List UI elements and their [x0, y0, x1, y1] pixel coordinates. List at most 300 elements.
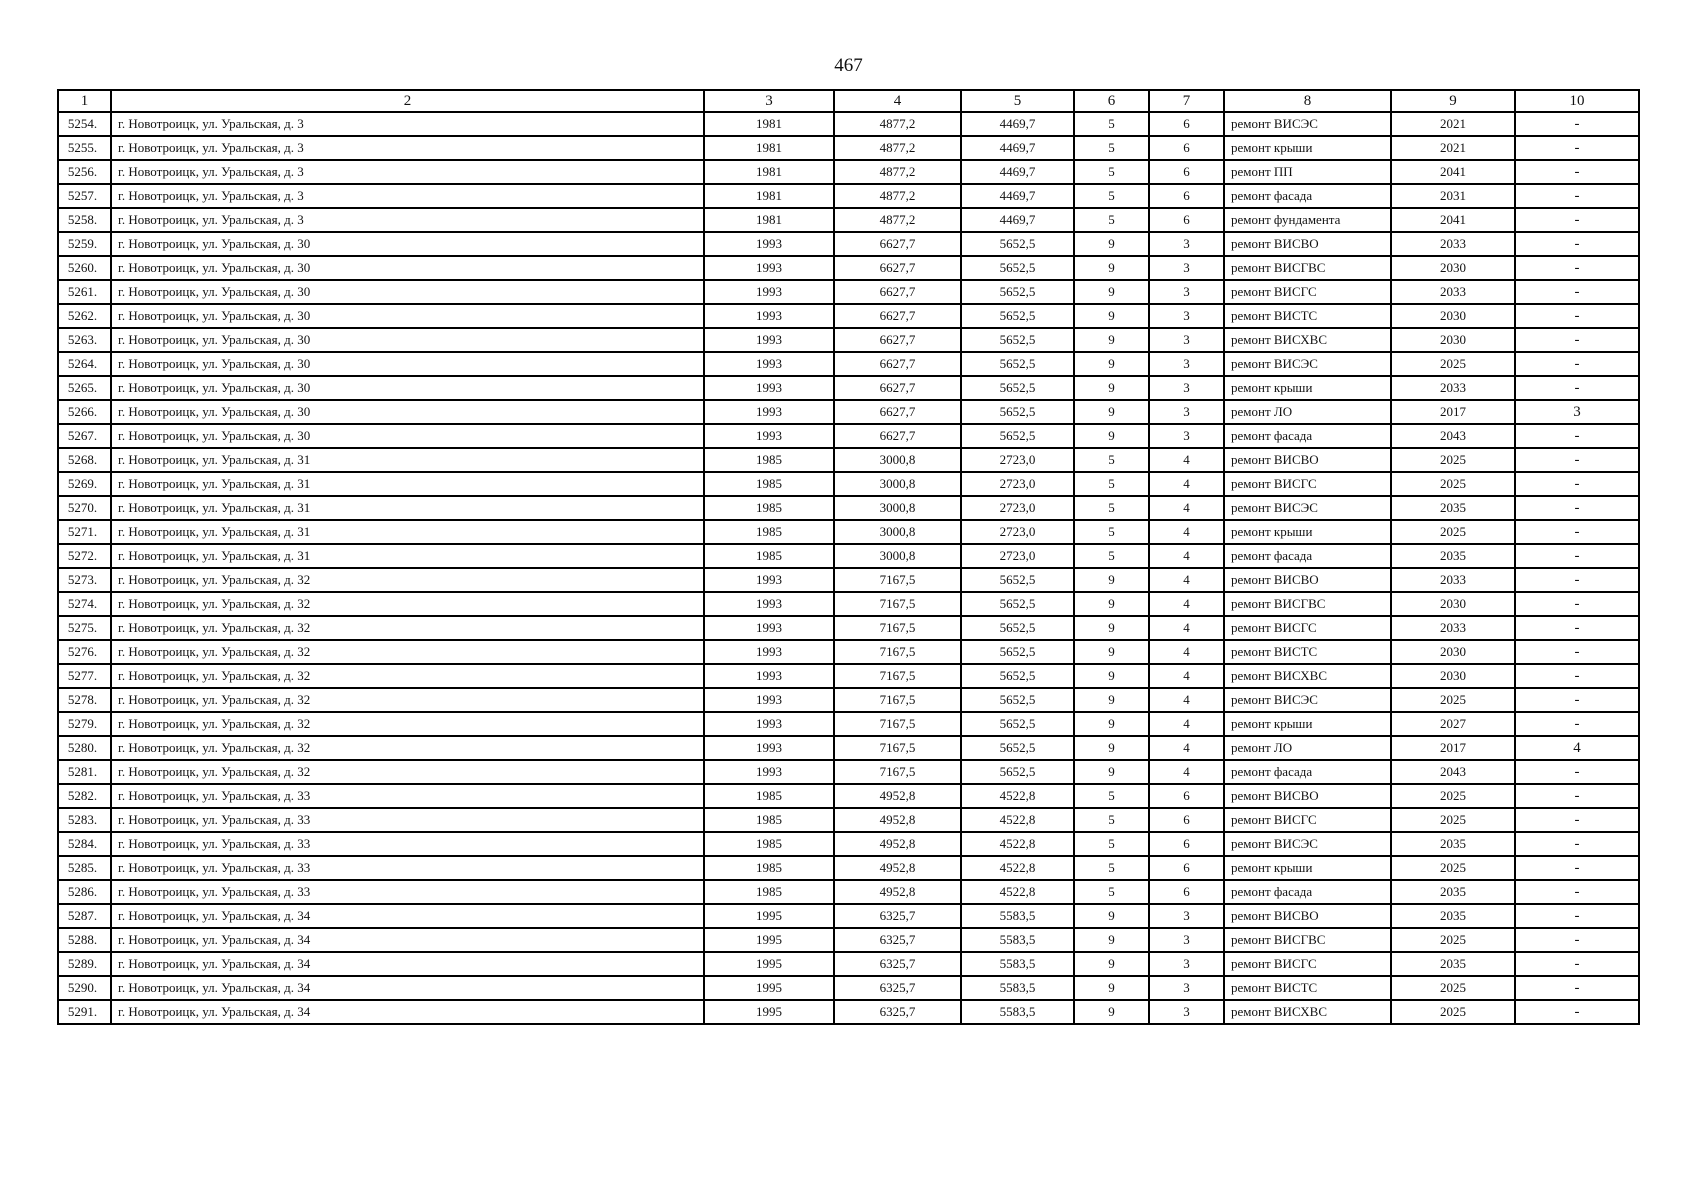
- year-cell: 1985: [704, 832, 834, 856]
- repair-year-cell: 2025: [1391, 784, 1515, 808]
- floors-cell: 9: [1074, 304, 1149, 328]
- table-row: [58, 640, 1639, 664]
- living-area-cell: 2723,0: [961, 472, 1074, 496]
- col10-cell: -: [1515, 376, 1639, 400]
- entrances-cell: 4: [1149, 760, 1224, 784]
- repair-year-cell: 2033: [1391, 568, 1515, 592]
- living-area-cell: 5652,5: [961, 280, 1074, 304]
- col10-cell: -: [1515, 184, 1639, 208]
- floors-cell: 5: [1074, 184, 1149, 208]
- repair-year-cell: 2035: [1391, 832, 1515, 856]
- table-row: [58, 424, 1639, 448]
- floors-cell: 5: [1074, 832, 1149, 856]
- year-cell: 1993: [704, 760, 834, 784]
- repair-type-cell: ремонт ВИСВО: [1224, 448, 1391, 472]
- table-row: [58, 664, 1639, 688]
- column-header-5: 5: [961, 90, 1074, 112]
- table-row: [58, 112, 1639, 136]
- repair-type-cell: ремонт ВИСТС: [1224, 640, 1391, 664]
- repair-type-cell: ремонт ВИСГВС: [1224, 928, 1391, 952]
- address-cell: г. Новотроицк, ул. Уральская, д. 30: [111, 352, 704, 376]
- row-number: 5271.: [58, 520, 111, 544]
- col10-cell: -: [1515, 280, 1639, 304]
- floors-cell: 9: [1074, 328, 1149, 352]
- repair-year-cell: 2025: [1391, 448, 1515, 472]
- row-number: 5267.: [58, 424, 111, 448]
- total-area-cell: 6627,7: [834, 424, 961, 448]
- col10-cell: 4: [1515, 736, 1639, 760]
- living-area-cell: 5583,5: [961, 1000, 1074, 1024]
- address-cell: г. Новотроицк, ул. Уральская, д. 32: [111, 568, 704, 592]
- repair-year-cell: 2033: [1391, 616, 1515, 640]
- year-cell: 1993: [704, 400, 834, 424]
- row-number: 5277.: [58, 664, 111, 688]
- entrances-cell: 4: [1149, 520, 1224, 544]
- entrances-cell: 4: [1149, 544, 1224, 568]
- address-cell: г. Новотроицк, ул. Уральская, д. 31: [111, 520, 704, 544]
- living-area-cell: 5652,5: [961, 328, 1074, 352]
- entrances-cell: 4: [1149, 688, 1224, 712]
- table-row: [58, 904, 1639, 928]
- address-cell: г. Новотроицк, ул. Уральская, д. 31: [111, 472, 704, 496]
- repair-type-cell: ремонт ВИСХВС: [1224, 328, 1391, 352]
- column-header-10: 10: [1515, 90, 1639, 112]
- col10-cell: -: [1515, 256, 1639, 280]
- living-area-cell: 5652,5: [961, 376, 1074, 400]
- living-area-cell: 2723,0: [961, 520, 1074, 544]
- year-cell: 1985: [704, 544, 834, 568]
- living-area-cell: 5583,5: [961, 952, 1074, 976]
- entrances-cell: 3: [1149, 256, 1224, 280]
- total-area-cell: 6325,7: [834, 976, 961, 1000]
- floors-cell: 5: [1074, 880, 1149, 904]
- address-cell: г. Новотроицк, ул. Уральская, д. 32: [111, 760, 704, 784]
- floors-cell: 9: [1074, 928, 1149, 952]
- repair-year-cell: 2035: [1391, 904, 1515, 928]
- floors-cell: 9: [1074, 952, 1149, 976]
- floors-cell: 5: [1074, 448, 1149, 472]
- repair-year-cell: 2030: [1391, 328, 1515, 352]
- repair-year-cell: 2031: [1391, 184, 1515, 208]
- row-number: 5279.: [58, 712, 111, 736]
- repair-type-cell: ремонт фасада: [1224, 424, 1391, 448]
- total-area-cell: 4952,8: [834, 808, 961, 832]
- repair-type-cell: ремонт ЛО: [1224, 400, 1391, 424]
- table-row: [58, 184, 1639, 208]
- row-number: 5285.: [58, 856, 111, 880]
- row-number: 5280.: [58, 736, 111, 760]
- total-area-cell: 6627,7: [834, 352, 961, 376]
- repair-year-cell: 2030: [1391, 256, 1515, 280]
- col10-cell: -: [1515, 160, 1639, 184]
- repair-type-cell: ремонт ВИСЭС: [1224, 112, 1391, 136]
- table-row: [58, 208, 1639, 232]
- table-row: [58, 544, 1639, 568]
- entrances-cell: 3: [1149, 424, 1224, 448]
- col10-cell: -: [1515, 448, 1639, 472]
- entrances-cell: 4: [1149, 496, 1224, 520]
- col10-cell: -: [1515, 904, 1639, 928]
- repair-year-cell: 2021: [1391, 136, 1515, 160]
- living-area-cell: 5583,5: [961, 928, 1074, 952]
- total-area-cell: 6325,7: [834, 928, 961, 952]
- total-area-cell: 4952,8: [834, 832, 961, 856]
- year-cell: 1993: [704, 256, 834, 280]
- entrances-cell: 3: [1149, 328, 1224, 352]
- table-row: [58, 280, 1639, 304]
- row-number: 5256.: [58, 160, 111, 184]
- repair-type-cell: ремонт ВИСГВС: [1224, 592, 1391, 616]
- floors-cell: 5: [1074, 112, 1149, 136]
- floors-cell: 9: [1074, 1000, 1149, 1024]
- col10-cell: -: [1515, 208, 1639, 232]
- row-number: 5269.: [58, 472, 111, 496]
- total-area-cell: 6627,7: [834, 232, 961, 256]
- row-number: 5255.: [58, 136, 111, 160]
- repair-schedule-table: [57, 89, 1640, 1025]
- repair-type-cell: ремонт ВИСЭС: [1224, 496, 1391, 520]
- header-row: [58, 90, 1639, 112]
- total-area-cell: 7167,5: [834, 712, 961, 736]
- table-row: [58, 808, 1639, 832]
- table-row: [58, 304, 1639, 328]
- table-row: [58, 1000, 1639, 1024]
- col10-cell: -: [1515, 856, 1639, 880]
- address-cell: г. Новотроицк, ул. Уральская, д. 30: [111, 232, 704, 256]
- address-cell: г. Новотроицк, ул. Уральская, д. 32: [111, 616, 704, 640]
- year-cell: 1993: [704, 688, 834, 712]
- table-row: [58, 448, 1639, 472]
- total-area-cell: 3000,8: [834, 472, 961, 496]
- floors-cell: 9: [1074, 424, 1149, 448]
- repair-type-cell: ремонт крыши: [1224, 376, 1391, 400]
- repair-type-cell: ремонт ВИСВО: [1224, 568, 1391, 592]
- total-area-cell: 6627,7: [834, 256, 961, 280]
- repair-year-cell: 2017: [1391, 400, 1515, 424]
- repair-year-cell: 2030: [1391, 640, 1515, 664]
- repair-type-cell: ремонт фасада: [1224, 184, 1391, 208]
- floors-cell: 9: [1074, 688, 1149, 712]
- floors-cell: 5: [1074, 208, 1149, 232]
- year-cell: 1985: [704, 520, 834, 544]
- floors-cell: 5: [1074, 808, 1149, 832]
- total-area-cell: 4877,2: [834, 112, 961, 136]
- address-cell: г. Новотроицк, ул. Уральская, д. 34: [111, 928, 704, 952]
- row-number: 5291.: [58, 1000, 111, 1024]
- year-cell: 1993: [704, 352, 834, 376]
- row-number: 5259.: [58, 232, 111, 256]
- col10-cell: -: [1515, 760, 1639, 784]
- entrances-cell: 4: [1149, 664, 1224, 688]
- row-number: 5284.: [58, 832, 111, 856]
- living-area-cell: 5652,5: [961, 712, 1074, 736]
- floors-cell: 9: [1074, 256, 1149, 280]
- entrances-cell: 4: [1149, 592, 1224, 616]
- repair-type-cell: ремонт фасада: [1224, 760, 1391, 784]
- living-area-cell: 2723,0: [961, 448, 1074, 472]
- floors-cell: 5: [1074, 136, 1149, 160]
- col10-cell: -: [1515, 952, 1639, 976]
- entrances-cell: 3: [1149, 400, 1224, 424]
- row-number: 5272.: [58, 544, 111, 568]
- entrances-cell: 6: [1149, 208, 1224, 232]
- living-area-cell: 4522,8: [961, 808, 1074, 832]
- col10-cell: -: [1515, 1000, 1639, 1024]
- entrances-cell: 4: [1149, 616, 1224, 640]
- table-row: [58, 136, 1639, 160]
- living-area-cell: 4522,8: [961, 880, 1074, 904]
- repair-type-cell: ремонт крыши: [1224, 136, 1391, 160]
- living-area-cell: 4522,8: [961, 832, 1074, 856]
- col10-cell: -: [1515, 808, 1639, 832]
- col10-cell: -: [1515, 112, 1639, 136]
- table-body: [58, 112, 1639, 1024]
- address-cell: г. Новотроицк, ул. Уральская, д. 30: [111, 304, 704, 328]
- entrances-cell: 3: [1149, 352, 1224, 376]
- year-cell: 1995: [704, 976, 834, 1000]
- repair-year-cell: 2025: [1391, 688, 1515, 712]
- repair-year-cell: 2025: [1391, 928, 1515, 952]
- total-area-cell: 7167,5: [834, 616, 961, 640]
- address-cell: г. Новотроицк, ул. Уральская, д. 33: [111, 784, 704, 808]
- table-row: [58, 352, 1639, 376]
- repair-year-cell: 2030: [1391, 304, 1515, 328]
- total-area-cell: 7167,5: [834, 688, 961, 712]
- year-cell: 1981: [704, 208, 834, 232]
- row-number: 5263.: [58, 328, 111, 352]
- repair-year-cell: 2025: [1391, 352, 1515, 376]
- year-cell: 1993: [704, 376, 834, 400]
- repair-type-cell: ремонт ВИСЭС: [1224, 688, 1391, 712]
- entrances-cell: 6: [1149, 784, 1224, 808]
- repair-year-cell: 2041: [1391, 208, 1515, 232]
- address-cell: г. Новотроицк, ул. Уральская, д. 3: [111, 208, 704, 232]
- year-cell: 1981: [704, 184, 834, 208]
- repair-year-cell: 2043: [1391, 424, 1515, 448]
- year-cell: 1993: [704, 568, 834, 592]
- entrances-cell: 6: [1149, 880, 1224, 904]
- floors-cell: 9: [1074, 736, 1149, 760]
- row-number: 5276.: [58, 640, 111, 664]
- table-row: [58, 400, 1639, 424]
- address-cell: г. Новотроицк, ул. Уральская, д. 30: [111, 280, 704, 304]
- repair-year-cell: 2025: [1391, 472, 1515, 496]
- address-cell: г. Новотроицк, ул. Уральская, д. 32: [111, 640, 704, 664]
- repair-type-cell: ремонт ВИСВО: [1224, 904, 1391, 928]
- floors-cell: 9: [1074, 760, 1149, 784]
- column-header-3: 3: [704, 90, 834, 112]
- row-number: 5286.: [58, 880, 111, 904]
- col10-cell: -: [1515, 472, 1639, 496]
- repair-year-cell: 2030: [1391, 592, 1515, 616]
- entrances-cell: 3: [1149, 976, 1224, 1000]
- living-area-cell: 5652,5: [961, 664, 1074, 688]
- col10-cell: -: [1515, 712, 1639, 736]
- year-cell: 1995: [704, 952, 834, 976]
- col10-cell: -: [1515, 640, 1639, 664]
- floors-cell: 5: [1074, 496, 1149, 520]
- repair-type-cell: ремонт фасада: [1224, 544, 1391, 568]
- living-area-cell: 5652,5: [961, 352, 1074, 376]
- living-area-cell: 4522,8: [961, 784, 1074, 808]
- living-area-cell: 5583,5: [961, 976, 1074, 1000]
- col10-cell: -: [1515, 328, 1639, 352]
- repair-type-cell: ремонт ВИСГС: [1224, 952, 1391, 976]
- floors-cell: 9: [1074, 904, 1149, 928]
- repair-type-cell: ремонт ВИСТС: [1224, 304, 1391, 328]
- repair-type-cell: ремонт крыши: [1224, 520, 1391, 544]
- table-row: [58, 376, 1639, 400]
- column-header-1: 1: [58, 90, 111, 112]
- repair-type-cell: ремонт фасада: [1224, 880, 1391, 904]
- total-area-cell: 6325,7: [834, 952, 961, 976]
- repair-type-cell: ремонт ВИСЭС: [1224, 352, 1391, 376]
- entrances-cell: 4: [1149, 472, 1224, 496]
- living-area-cell: 5652,5: [961, 304, 1074, 328]
- repair-year-cell: 2027: [1391, 712, 1515, 736]
- entrances-cell: 4: [1149, 712, 1224, 736]
- floors-cell: 5: [1074, 160, 1149, 184]
- living-area-cell: 4469,7: [961, 112, 1074, 136]
- row-number: 5289.: [58, 952, 111, 976]
- repair-year-cell: 2035: [1391, 496, 1515, 520]
- repair-type-cell: ремонт ВИСГС: [1224, 472, 1391, 496]
- address-cell: г. Новотроицк, ул. Уральская, д. 32: [111, 592, 704, 616]
- repair-type-cell: ремонт ВИСТС: [1224, 976, 1391, 1000]
- year-cell: 1985: [704, 784, 834, 808]
- living-area-cell: 5652,5: [961, 256, 1074, 280]
- year-cell: 1981: [704, 160, 834, 184]
- total-area-cell: 6627,7: [834, 328, 961, 352]
- address-cell: г. Новотроицк, ул. Уральская, д. 34: [111, 952, 704, 976]
- year-cell: 1995: [704, 1000, 834, 1024]
- living-area-cell: 5652,5: [961, 736, 1074, 760]
- entrances-cell: 3: [1149, 232, 1224, 256]
- col10-cell: -: [1515, 880, 1639, 904]
- living-area-cell: 5652,5: [961, 592, 1074, 616]
- row-number: 5261.: [58, 280, 111, 304]
- repair-type-cell: ремонт ВИСХВС: [1224, 664, 1391, 688]
- living-area-cell: 5652,5: [961, 760, 1074, 784]
- repair-type-cell: ремонт ВИСГС: [1224, 280, 1391, 304]
- table-row: [58, 328, 1639, 352]
- repair-year-cell: 2035: [1391, 952, 1515, 976]
- year-cell: 1995: [704, 904, 834, 928]
- year-cell: 1985: [704, 448, 834, 472]
- row-number: 5270.: [58, 496, 111, 520]
- row-number: 5287.: [58, 904, 111, 928]
- col10-cell: -: [1515, 520, 1639, 544]
- row-number: 5290.: [58, 976, 111, 1000]
- col10-cell: 3: [1515, 400, 1639, 424]
- col10-cell: -: [1515, 832, 1639, 856]
- repair-year-cell: 2033: [1391, 376, 1515, 400]
- table-row: [58, 952, 1639, 976]
- year-cell: 1985: [704, 472, 834, 496]
- total-area-cell: 7167,5: [834, 736, 961, 760]
- entrances-cell: 6: [1149, 136, 1224, 160]
- total-area-cell: 7167,5: [834, 640, 961, 664]
- address-cell: г. Новотроицк, ул. Уральская, д. 3: [111, 160, 704, 184]
- entrances-cell: 6: [1149, 808, 1224, 832]
- address-cell: г. Новотроицк, ул. Уральская, д. 32: [111, 664, 704, 688]
- table-row: [58, 832, 1639, 856]
- living-area-cell: 5583,5: [961, 904, 1074, 928]
- table-row: [58, 520, 1639, 544]
- living-area-cell: 2723,0: [961, 544, 1074, 568]
- year-cell: 1993: [704, 424, 834, 448]
- year-cell: 1993: [704, 664, 834, 688]
- repair-year-cell: 2025: [1391, 1000, 1515, 1024]
- repair-type-cell: ремонт ВИСГВС: [1224, 256, 1391, 280]
- total-area-cell: 4877,2: [834, 136, 961, 160]
- total-area-cell: 6627,7: [834, 400, 961, 424]
- year-cell: 1995: [704, 928, 834, 952]
- entrances-cell: 4: [1149, 640, 1224, 664]
- address-cell: г. Новотроицк, ул. Уральская, д. 30: [111, 400, 704, 424]
- table-row: [58, 712, 1639, 736]
- floors-cell: 5: [1074, 784, 1149, 808]
- repair-type-cell: ремонт ВИСВО: [1224, 232, 1391, 256]
- row-number: 5283.: [58, 808, 111, 832]
- entrances-cell: 4: [1149, 448, 1224, 472]
- repair-year-cell: 2035: [1391, 880, 1515, 904]
- year-cell: 1993: [704, 616, 834, 640]
- year-cell: 1985: [704, 496, 834, 520]
- total-area-cell: 4877,2: [834, 184, 961, 208]
- year-cell: 1993: [704, 328, 834, 352]
- total-area-cell: 7167,5: [834, 592, 961, 616]
- total-area-cell: 6325,7: [834, 1000, 961, 1024]
- row-number: 5265.: [58, 376, 111, 400]
- floors-cell: 9: [1074, 712, 1149, 736]
- col10-cell: -: [1515, 496, 1639, 520]
- repair-year-cell: 2017: [1391, 736, 1515, 760]
- address-cell: г. Новотроицк, ул. Уральская, д. 30: [111, 256, 704, 280]
- floors-cell: 9: [1074, 664, 1149, 688]
- entrances-cell: 6: [1149, 112, 1224, 136]
- table-row: [58, 880, 1639, 904]
- repair-type-cell: ремонт крыши: [1224, 856, 1391, 880]
- total-area-cell: 4952,8: [834, 856, 961, 880]
- living-area-cell: 4469,7: [961, 184, 1074, 208]
- total-area-cell: 4952,8: [834, 784, 961, 808]
- year-cell: 1993: [704, 280, 834, 304]
- address-cell: г. Новотроицк, ул. Уральская, д. 32: [111, 688, 704, 712]
- total-area-cell: 3000,8: [834, 520, 961, 544]
- address-cell: г. Новотроицк, ул. Уральская, д. 34: [111, 1000, 704, 1024]
- living-area-cell: 4522,8: [961, 856, 1074, 880]
- floors-cell: 9: [1074, 640, 1149, 664]
- address-cell: г. Новотроицк, ул. Уральская, д. 33: [111, 880, 704, 904]
- entrances-cell: 3: [1149, 280, 1224, 304]
- table-row: [58, 688, 1639, 712]
- address-cell: г. Новотроицк, ул. Уральская, д. 3: [111, 112, 704, 136]
- col10-cell: -: [1515, 136, 1639, 160]
- table-row: [58, 616, 1639, 640]
- col10-cell: -: [1515, 232, 1639, 256]
- row-number: 5274.: [58, 592, 111, 616]
- living-area-cell: 4469,7: [961, 160, 1074, 184]
- living-area-cell: 5652,5: [961, 640, 1074, 664]
- address-cell: г. Новотроицк, ул. Уральская, д. 3: [111, 184, 704, 208]
- floors-cell: 9: [1074, 280, 1149, 304]
- floors-cell: 5: [1074, 472, 1149, 496]
- row-number: 5258.: [58, 208, 111, 232]
- address-cell: г. Новотроицк, ул. Уральская, д. 33: [111, 832, 704, 856]
- row-number: 5262.: [58, 304, 111, 328]
- table-row: [58, 856, 1639, 880]
